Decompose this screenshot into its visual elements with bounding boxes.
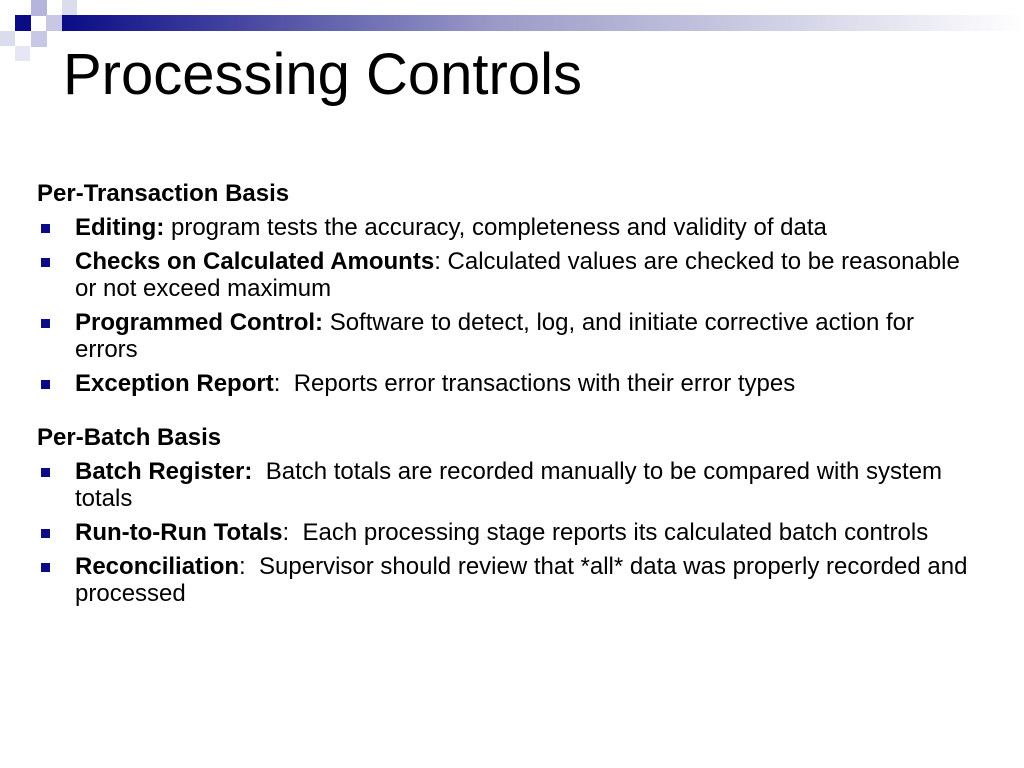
- item-text: program tests the accuracy, completeness and validity of data: [170, 214, 827, 241]
- square-bullet-icon: [41, 563, 50, 572]
- section-heading: Per-Batch Basis: [37, 424, 222, 451]
- deco-square: [62, 0, 77, 15]
- list-item: [37, 248, 977, 302]
- square-bullet-icon: [41, 319, 50, 328]
- item-separator: [164, 214, 171, 241]
- item-text: Each processing stage reports its calculated batch controls: [302, 519, 929, 546]
- header-gradient-band: [62, 15, 1024, 31]
- item-separator: [252, 458, 265, 485]
- item-term: Reconciliation: [75, 553, 240, 580]
- list-item: [37, 214, 977, 241]
- list-item: [37, 519, 977, 546]
- item-term: Editing:: [75, 214, 165, 241]
- square-bullet-icon: [41, 529, 50, 538]
- deco-square: [46, 15, 62, 31]
- square-bullet-icon: [41, 380, 50, 389]
- square-bullet-icon: [41, 258, 50, 267]
- list-item: [37, 458, 977, 512]
- item-separator: :: [282, 519, 303, 546]
- list-item: [37, 553, 977, 607]
- square-bullet-icon: [41, 468, 50, 477]
- item-term: Batch Register:: [75, 458, 253, 485]
- item-term: Exception Report: [75, 370, 274, 397]
- deco-square: [15, 46, 30, 61]
- section-per-batch: [37, 424, 977, 607]
- list-item: [37, 370, 977, 397]
- item-text: Reports error transactions with their error types: [293, 370, 796, 397]
- slide-body: [37, 180, 977, 614]
- bullet-list: [37, 214, 977, 397]
- item-text: Calculated values are checked to be reasonable or not exceed maximum: [75, 248, 960, 302]
- deco-square: [31, 0, 47, 16]
- square-bullet-icon: [41, 224, 50, 233]
- list-item: [37, 309, 977, 363]
- deco-square: [0, 31, 15, 46]
- deco-square: [15, 15, 31, 31]
- section-heading: Per-Transaction Basis: [37, 180, 290, 207]
- item-separator: [323, 309, 330, 336]
- item-separator: :: [273, 370, 294, 397]
- item-text: Software to detect, log, and initiate corrective action for errors: [75, 309, 914, 363]
- item-term: Checks on Calculated Amounts: [75, 248, 435, 275]
- item-term: Programmed Control:: [75, 309, 324, 336]
- item-separator: :: [239, 553, 260, 580]
- slide-title: Processing Controls: [63, 42, 582, 107]
- deco-square: [31, 31, 47, 47]
- item-text: Supervisor should review that *all* data was properly recorded and processed: [75, 553, 968, 607]
- bullet-list: [37, 458, 977, 607]
- section-per-transaction: [37, 180, 977, 397]
- item-separator: :: [434, 248, 448, 275]
- item-text: Batch totals are recorded manually to be compared with system totals: [75, 458, 943, 512]
- item-term: Run-to-Run Totals: [75, 519, 283, 546]
